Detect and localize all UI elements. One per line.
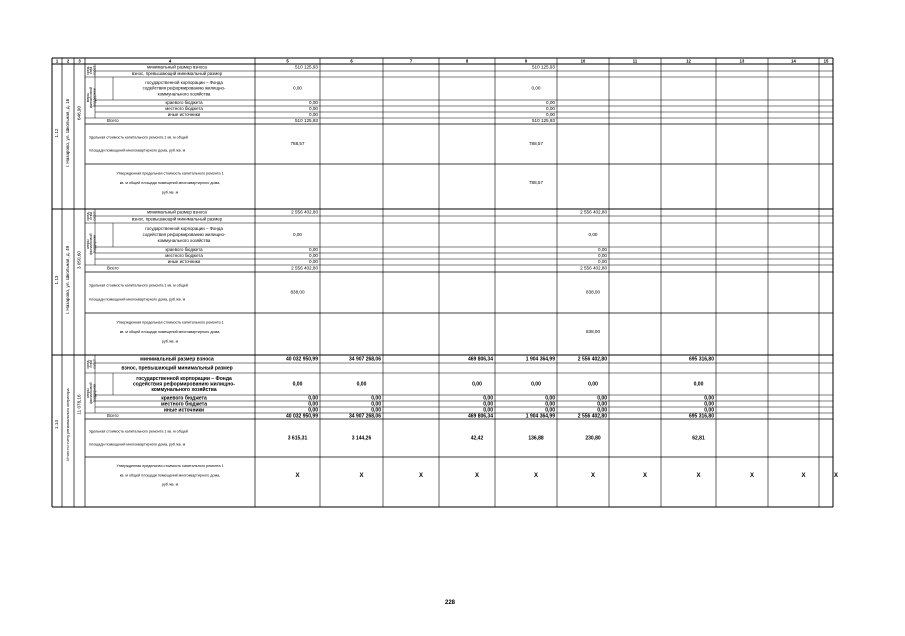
value-regional_budget-col-10: 0,00	[597, 395, 607, 402]
value-total-col-9: 1 904 364,99	[525, 413, 555, 420]
value-other_sources-col-10: 0,00	[598, 259, 607, 265]
owners-funds-label: собст	[92, 211, 97, 221]
owners-funds-label: сред-	[85, 65, 90, 76]
label-over-min: взнос, превышающий минимальный размер	[131, 216, 223, 222]
owners-funds-label: сред-	[85, 359, 90, 369]
value-unit_cost-col-9: 788,57	[528, 141, 544, 147]
owners-funds-label: собст	[92, 65, 97, 76]
value-fund-col-5: 0,00	[293, 85, 302, 91]
value-approved_cost-col-8: X	[474, 473, 480, 480]
label-other-sources: иные источники	[163, 407, 205, 414]
financial-support-label: финансовой	[89, 86, 94, 109]
label-over-min: взнос, превышающий минимальный размер	[131, 71, 223, 77]
owners-funds-label: ства	[89, 212, 94, 220]
value-unit_cost-col-9: 136,88	[528, 435, 544, 442]
value-fund-col-5: 0,00	[293, 232, 302, 238]
section-area: 646,90	[76, 105, 82, 121]
label-local-budget: местного бюджета	[165, 106, 203, 112]
value-local_budget-col-9: 0,00	[545, 401, 555, 408]
label-unit-cost: Удельная стоимость капитального ремонта 1 кв. м общей	[89, 429, 188, 434]
header-col-11: 11	[632, 58, 638, 64]
header-col-1: 1	[55, 58, 59, 64]
value-fund-col-6: 0,00	[356, 381, 367, 388]
value-other_sources-col-8: 0,00	[483, 407, 493, 414]
value-unit_cost-col-10: 230,80	[585, 435, 601, 442]
label-unit-cost: площади помещений многоквартирного дома, руб./кв. м	[89, 442, 186, 447]
label-approved-cost: Утвержденная предельная стоимость капитального ремонта 1	[116, 464, 224, 469]
label-fund-line: государственной корпорации – Фонда	[136, 375, 232, 382]
value-approved_cost-col-11: X	[642, 473, 648, 480]
label-over-min: взнос, превышающий минимальный размер	[121, 365, 233, 372]
header-col-13: 13	[739, 58, 745, 64]
value-fund-col-12: 0,00	[693, 381, 704, 388]
label-approved-cost: руб./кв. м	[161, 190, 179, 195]
value-total-col-8: 469 806,34	[467, 413, 493, 420]
value-local_budget-col-10: 0,00	[598, 253, 607, 259]
label-approved-cost: Утвержденная предельная стоимость капитального ремонта 1	[116, 320, 224, 325]
value-fund-col-9: 0,00	[531, 381, 541, 388]
value-approved_cost-col-10: X	[590, 473, 596, 480]
financial-support-label: поддержки	[92, 383, 97, 403]
section-area: 3 050,60	[76, 251, 82, 269]
header-col-3: 3	[78, 58, 81, 64]
value-local_budget-col-12: 0,00	[704, 401, 714, 408]
value-unit_cost-col-5: 838,00	[290, 289, 305, 295]
value-unit_cost-col-12: 62,81	[692, 435, 705, 442]
financial-support-label: финансовой	[89, 382, 94, 404]
value-total-col-12: 695 316,80	[688, 413, 714, 420]
capital-repair-table	[52, 58, 839, 507]
label-total: Всего	[107, 413, 119, 419]
header-col-2: 2	[66, 58, 70, 64]
label-fund-line: содействия реформированию жилищно-	[142, 85, 226, 91]
value-approved_cost-col-6: X	[359, 473, 364, 480]
value-approved_cost-col-9: X	[533, 473, 539, 480]
label-fund-line: коммунального хозяйства	[157, 238, 211, 244]
section-address: Итого по счету регионального оператора	[66, 388, 70, 461]
value-local_budget-col-5: 0,00	[308, 401, 318, 408]
value-unit_cost-col-8: 42,42	[470, 435, 484, 442]
value-approved_cost-col-10: 838,00	[585, 329, 601, 335]
value-min_contribution-col-8: 469 806,34	[467, 356, 493, 363]
value-total-col-10: 2 556 402,80	[577, 413, 607, 420]
label-min-contribution: минимальный размер взноса	[140, 356, 214, 363]
section-address: г. Назарово, ул. Школьная, д. 49	[65, 245, 71, 315]
owners-funds-label: ства	[89, 360, 94, 368]
value-approved_cost-col-12: X	[696, 473, 701, 480]
value-fund-col-10: 0,00	[588, 381, 598, 388]
value-approved_cost-col-7: X	[418, 473, 424, 480]
label-fund-line: содействия реформированию жилищно-	[142, 232, 226, 238]
value-other_sources-col-9: 0,00	[546, 112, 555, 118]
value-total-col-5: 2 556 402,80	[291, 265, 318, 271]
label-unit-cost: площади помещений многоквартирного дома, руб./кв. м	[89, 297, 186, 302]
value-other_sources-col-6: 0,00	[371, 407, 381, 414]
header-col-15: 15	[823, 58, 829, 64]
value-fund-col-10: 0,00	[588, 232, 598, 238]
page-number: 228	[444, 600, 455, 606]
value-total-col-9: 510 125,93	[532, 118, 555, 124]
value-total-col-5: 40 032 950,99	[286, 413, 318, 420]
value-unit_cost-col-5: 788,57	[290, 141, 305, 147]
value-total-col-10: 2 556 402,80	[580, 265, 607, 271]
financial-support-label: меры	[85, 388, 90, 398]
value-other_sources-col-5: 0,00	[309, 259, 318, 265]
financial-support-label: поддержки	[92, 88, 97, 107]
value-total-col-5: 510 125,93	[295, 118, 318, 124]
value-min_contribution-col-10: 2 556 402,80	[580, 209, 607, 215]
value-local_budget-col-10: 0,00	[597, 401, 607, 408]
value-local_budget-col-9: 0,00	[546, 106, 555, 112]
value-local_budget-col-8: 0,00	[483, 401, 493, 408]
label-total: Всего	[107, 265, 119, 271]
label-regional-budget: краевого бюджета	[161, 395, 207, 402]
value-regional_budget-col-6: 0,00	[371, 395, 381, 402]
header-col-7: 7	[409, 58, 413, 64]
header-col-5: 5	[286, 58, 289, 64]
value-local_budget-col-5: 0,00	[309, 253, 318, 259]
label-total: Всего	[107, 118, 119, 124]
value-other_sources-col-5: 0,00	[309, 112, 318, 118]
label-fund-line: коммунального хозяйства	[157, 91, 211, 97]
header-col-8: 8	[465, 58, 469, 64]
value-regional_budget-col-9: 0,00	[546, 100, 555, 106]
value-regional_budget-col-8: 0,00	[483, 395, 493, 402]
value-local_budget-col-5: 0,00	[309, 106, 318, 112]
label-unit-cost: площади помещений многоквартирного дома, руб./кв. м	[89, 148, 186, 153]
header-col-4: 4	[168, 58, 172, 64]
value-approved_cost-col-9: 788,57	[528, 180, 544, 186]
label-fund-line: государственной корпорации – Фонда	[145, 79, 223, 85]
value-approved_cost-col-14: X	[801, 473, 806, 480]
value-other_sources-col-5: 0,00	[308, 407, 318, 414]
header-col-14: 14	[791, 58, 796, 64]
label-fund-line: содействия реформированию жилищно-	[133, 381, 235, 388]
value-min_contribution-col-5: 40 032 950,99	[286, 356, 318, 363]
value-min_contribution-col-5: 510 125,93	[295, 64, 318, 70]
label-approved-cost: Утвержденная предельная стоимость капитального ремонта 1	[116, 171, 224, 176]
label-min-contribution: минимальный размер взноса	[147, 209, 207, 215]
label-min-contribution: минимальный размер взноса	[147, 64, 207, 70]
value-unit_cost-col-6: 3 144,26	[351, 435, 372, 442]
value-fund-col-9: 0,00	[531, 85, 541, 91]
value-regional_budget-col-5: 0,00	[309, 100, 318, 106]
value-unit_cost-col-10: 838,00	[585, 289, 601, 295]
label-fund-line: государственной корпорации – Фонда	[145, 226, 223, 232]
value-regional_budget-col-12: 0,00	[704, 395, 714, 402]
label-approved-cost: руб./кв. м	[161, 339, 179, 344]
section-number: 1.13	[54, 275, 60, 285]
financial-support-label: финансовой	[89, 233, 94, 255]
value-other_sources-col-10: 0,00	[597, 407, 607, 414]
label-other-sources: иные источники	[167, 259, 201, 265]
owners-funds-label: ства	[89, 66, 94, 75]
label-approved-cost: руб./кв. м	[161, 482, 179, 487]
section-number: 1.12	[54, 128, 60, 138]
section-area: 11 078,16	[76, 394, 82, 415]
value-regional_budget-col-5: 0,00	[308, 395, 318, 402]
label-unit-cost: Удельная стоимость капитального ремонта 1 кв. м общей	[89, 283, 188, 288]
value-min_contribution-col-9: 510 125,93	[532, 64, 555, 70]
header-col-12: 12	[686, 58, 691, 64]
value-min_contribution-col-6: 34 907 268,06	[349, 356, 381, 363]
value-approved_cost-col-5: X	[295, 473, 300, 480]
owners-funds-label: сред-	[85, 211, 90, 221]
value-fund-col-5: 0,00	[292, 381, 303, 388]
section-address: г. Назарово, ул. Школьная, д. 16	[65, 98, 71, 168]
header-col-9: 9	[524, 58, 528, 64]
financial-support-label: меры	[85, 92, 90, 103]
label-other-sources: иные источники	[167, 112, 201, 118]
value-regional_budget-col-10: 0,00	[598, 247, 607, 253]
financial-support-label: меры	[85, 239, 90, 249]
label-regional-budget: краевого бюджета	[165, 100, 203, 106]
value-min_contribution-col-12: 695 316,80	[688, 356, 714, 363]
value-approved_cost-col-15: X	[833, 473, 839, 480]
header-col-10: 10	[580, 58, 586, 64]
value-fund-col-8: 0,00	[472, 381, 482, 388]
label-local-budget: местного бюджета	[165, 253, 203, 259]
owners-funds-label: собст	[92, 359, 97, 369]
value-regional_budget-col-9: 0,00	[545, 395, 555, 402]
label-fund-line: коммунального хозяйства	[151, 386, 217, 393]
value-other_sources-col-12: 0,00	[704, 407, 714, 414]
section-number: 1.14	[54, 420, 60, 429]
value-min_contribution-col-5: 2 556 402,80	[291, 209, 318, 215]
value-unit_cost-col-5: 3 615,31	[287, 435, 308, 442]
table-grid	[52, 58, 839, 507]
label-unit-cost: Удельная стоимость капитального ремонта 1 кв. м общей	[89, 135, 188, 140]
value-regional_budget-col-5: 0,00	[309, 247, 318, 253]
value-approved_cost-col-13: X	[749, 473, 755, 480]
label-regional-budget: краевого бюджета	[165, 247, 203, 253]
label-local-budget: местного бюджета	[160, 401, 208, 408]
value-min_contribution-col-10: 2 556 402,80	[577, 356, 607, 363]
value-total-col-6: 34 907 268,06	[349, 413, 381, 420]
header-col-6: 6	[350, 58, 353, 64]
financial-support-label: поддержки	[92, 234, 97, 254]
value-other_sources-col-9: 0,00	[545, 407, 555, 414]
value-local_budget-col-6: 0,00	[371, 401, 381, 408]
label-approved-cost: кв. м общей площади помещений многоквартирного дома,	[119, 329, 221, 334]
label-approved-cost: кв. м общей площади помещений многоквартирного дома,	[119, 180, 221, 185]
value-min_contribution-col-9: 1 904 364,99	[525, 356, 555, 363]
label-approved-cost: кв. м общей площади помещений многоквартирного дома,	[119, 473, 221, 478]
